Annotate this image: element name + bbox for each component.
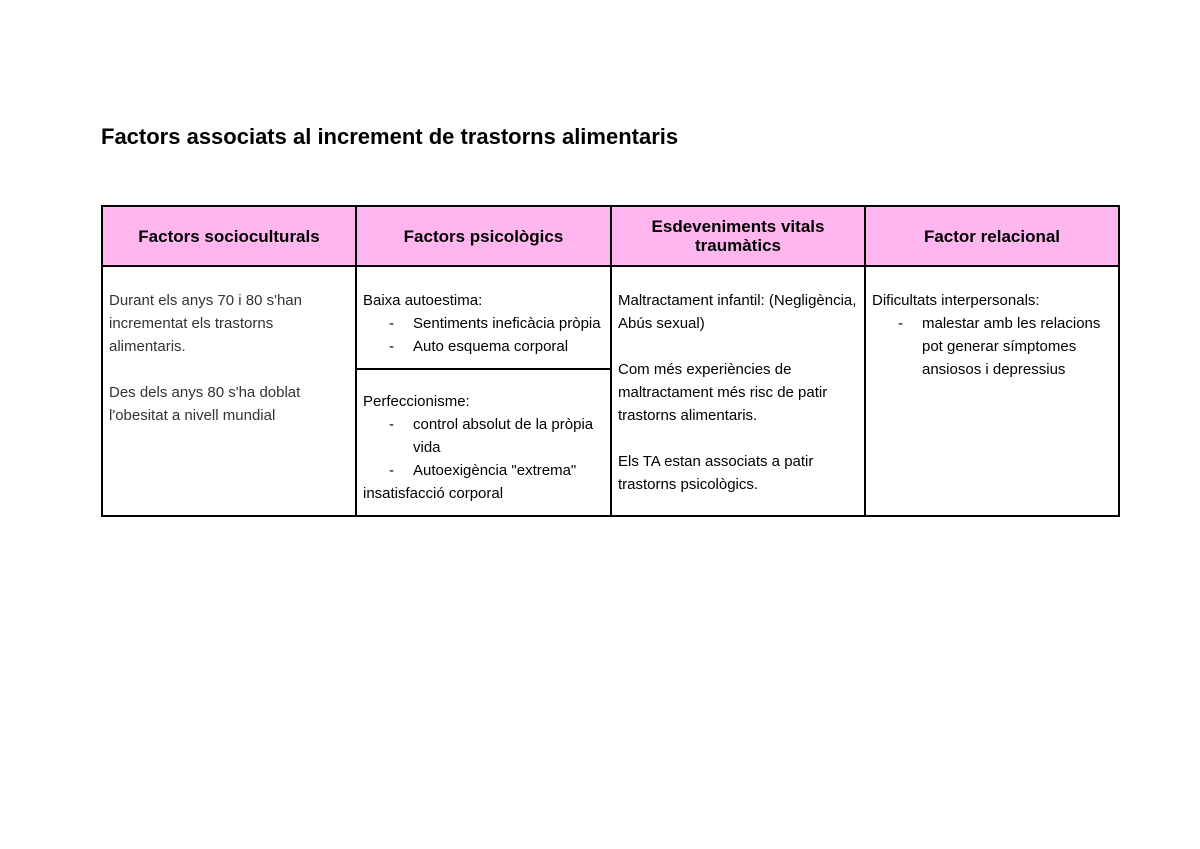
perfectionism-list	[363, 413, 604, 482]
cell-psicologics	[356, 266, 611, 516]
page-title: Factors associats al increment de trastorns alimentaris	[101, 124, 679, 149]
header-psicologics: Factors psicològics	[356, 206, 611, 266]
cell-socioculturals	[102, 266, 356, 516]
factors-table	[101, 205, 1120, 517]
traumatic-paragraph-3: Els TA estan associats a patir trastorns psicològics.	[618, 453, 814, 493]
perfectionism-trailing-text: insatisfacció corporal	[363, 485, 504, 502]
psychological-perfectionism-block	[357, 370, 610, 515]
list-item: - Auto esquema corporal	[389, 335, 604, 358]
list-item: - malestar amb les relacions pot generar símptomes ansiosos i depressius	[898, 312, 1112, 381]
relational-list	[872, 312, 1112, 381]
table-row	[102, 266, 1119, 516]
sociocultural-paragraph-1: Durant els anys 70 i 80 s'han incrementat els trastorns alimentaris.	[109, 292, 302, 355]
cell-esdeveniments	[611, 266, 865, 516]
self-esteem-list	[363, 312, 604, 358]
list-item: - Sentiments ineficàcia pròpia	[389, 312, 604, 335]
self-esteem-heading: Baixa autoestima:	[363, 292, 483, 309]
list-item: - Autoexigència "extrema"	[389, 459, 604, 482]
header-relacional: Factor relacional	[865, 206, 1119, 266]
header-socioculturals: Factors socioculturals	[102, 206, 356, 266]
sociocultural-paragraph-2: Des dels anys 80 s'ha doblat l'obesitat a nivell mundial	[109, 384, 301, 424]
cell-relacional	[865, 266, 1119, 516]
list-item: - control absolut de la pròpia vida	[389, 413, 604, 459]
table-header-row	[102, 206, 1119, 266]
traumatic-paragraph-2: Com més experiències de maltractament més risc de patir trastorns alimentaris.	[618, 361, 828, 424]
relational-heading: Dificultats interpersonals:	[872, 292, 1040, 309]
perfectionism-heading: Perfeccionisme:	[363, 393, 470, 410]
header-esdeveniments: Esdeveniments vitals traumàtics	[611, 206, 865, 266]
traumatic-paragraph-1: Maltractament infantil: (Negligència, Abús sexual)	[618, 292, 857, 332]
psychological-self-esteem-block	[357, 267, 610, 370]
